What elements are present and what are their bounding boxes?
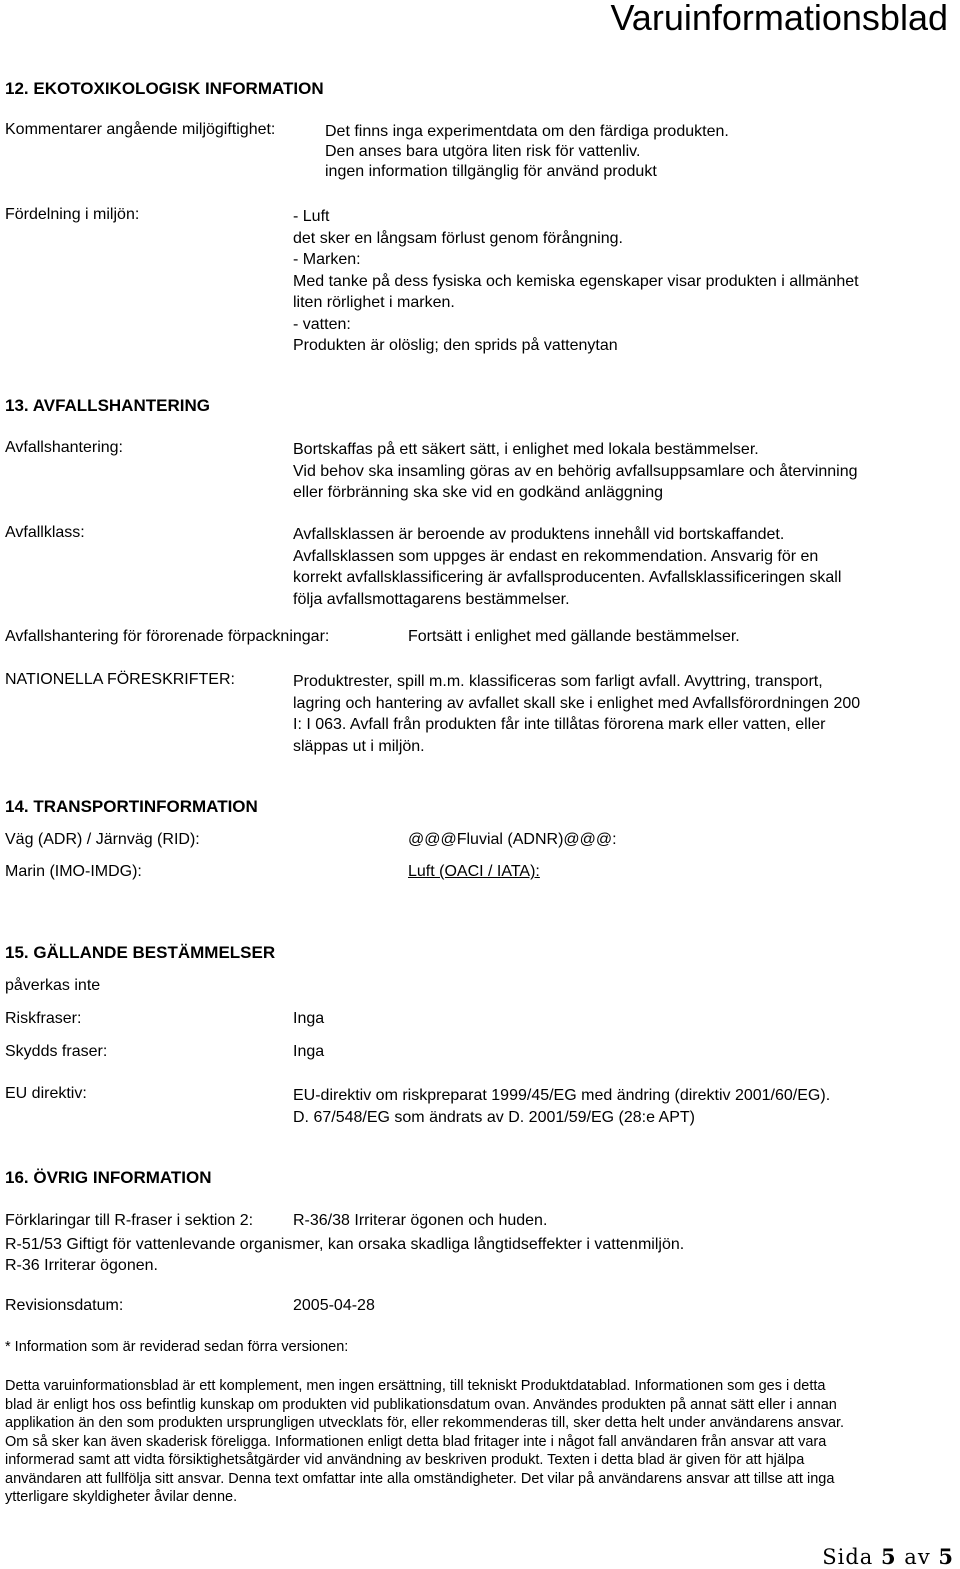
national-label: NATIONELLA FÖRESKRIFTER: xyxy=(5,671,235,688)
eu-directive-label: EU direktiv: xyxy=(5,1085,87,1102)
eu-directive-line: EU-direktiv om riskpreparat 1999/45/EG med ändring (direktiv 2001/60/EG). xyxy=(293,1087,831,1104)
disclaimer-line: blad är enligt hos oss befintlig kunskap om produkten vid publikationsdatum ovan. Användes produkten på annat sätt eller i annan xyxy=(5,1396,837,1413)
safety-phrases-value: Inga xyxy=(293,1043,325,1060)
section-16-heading: 16. ÖVRIG INFORMATION xyxy=(5,1168,212,1187)
revision-date-label: Revisionsdatum: xyxy=(5,1297,124,1314)
distribution-line: Med tanke på dess fysiska och kemiska egenskaper visar produkten i allmänhet xyxy=(293,272,859,290)
page-word: Sida xyxy=(822,1545,874,1569)
distribution-line: det sker en långsam förlust genom förångning. xyxy=(293,229,623,247)
disclaimer-line: användaren att fullfölja sitt ansvar. Denna text omfattar inte alla omständigheter. Det vilar på användarens ansvar att tillse att inga xyxy=(5,1470,835,1487)
safety-phrases-label: Skydds fraser: xyxy=(5,1043,108,1060)
fluvial-label: @@@Fluvial (ADNR)@@@: xyxy=(408,831,617,848)
waste-class-label: Avfallklass: xyxy=(5,524,85,541)
marine-label: Marin (IMO-IMDG): xyxy=(5,863,142,880)
waste-line: eller förbränning ska ske vid en godkänd anläggning xyxy=(293,484,664,501)
distribution-line: - Luft xyxy=(293,208,330,225)
distribution-line: Produkten är olöslig; den sprids på vattenytan xyxy=(293,337,618,354)
disclaimer-line: applikation än den som produkten ursprungligen utvecklats för, eller rekommenderas till, sker detta helt under användarens ansvar. xyxy=(5,1415,845,1431)
eu-directive-line: D. 67/548/EG som ändrats av D. 2001/59/EG (28:e APT) xyxy=(293,1108,695,1126)
waste-text xyxy=(293,439,857,504)
page-current: 5 xyxy=(880,1544,897,1569)
revision-date-value: 2005-04-28 xyxy=(293,1297,375,1314)
r-phrase-expl-text xyxy=(5,1234,684,1277)
comment-text xyxy=(325,122,729,182)
section-12-heading: 12. EKOTOXIKOLOGISK INFORMATION xyxy=(5,79,324,98)
r-phrase-line: R-51/53 Giftigt för vattenlevande organismer, kan orsaka skadliga långtidseffekter i vattenmiljön. xyxy=(5,1235,685,1253)
r-phrase-expl-label: Förklaringar till R-fraser i sektion 2: xyxy=(5,1212,254,1229)
section-14-heading: 14. TRANSPORTINFORMATION xyxy=(5,797,258,816)
section-13-heading: 13. AVFALLSHANTERING xyxy=(5,396,210,415)
air-label: Luft (OACI / IATA): xyxy=(408,863,540,880)
waste-class-text xyxy=(293,524,841,610)
distribution-label: Fördelning i miljön: xyxy=(5,206,140,223)
national-line: lagring och hantering av avfallet skall ske i enlighet med Avfallsförordningen 200 xyxy=(293,694,861,712)
national-line: I: I 063. Avfall från produkten får inte tillåtas förorena mark eller vatten, eller xyxy=(293,716,826,733)
r-phrase-line: R-36 Irriterar ögonen. xyxy=(5,1257,158,1274)
disclaimer-line: informerad samt att vidta försiktighetsåtgärder vid användning av beskriven produkt. Texten i detta blad är given för att hjälpa xyxy=(5,1452,805,1468)
page-number xyxy=(822,1544,954,1569)
revised-note: * Information som är reviderad sedan förra versionen: xyxy=(5,1339,349,1355)
section-15-heading: 15. GÄLLANDE BESTÄMMELSER xyxy=(5,943,276,962)
disclaimer-line: Detta varuinformationsblad är ett komplement, men ingen ersättning, till tekniskt Produktdatablad. Informationen som ges i detta xyxy=(5,1378,826,1394)
document-title: Varuinformationsblad xyxy=(610,0,948,38)
national-text xyxy=(293,671,860,757)
page-total: 5 xyxy=(938,1544,954,1569)
comment-label: Kommentarer angående miljögiftighet: xyxy=(5,121,276,138)
waste-line: Vid behov ska insamling göras av en behörig avfallsuppsamlare och återvinning xyxy=(293,462,858,480)
comment-line: Det finns inga experimentdata om den färdiga produkten. xyxy=(325,123,729,140)
waste-label: Avfallshantering: xyxy=(5,439,123,456)
waste-class-line: Avfallsklassen som uppges är endast en rekommendation. Ansvarig för en xyxy=(293,547,819,565)
packaging-value: Fortsätt i enlighet med gällande bestämmelser. xyxy=(408,628,740,645)
eu-directive-text xyxy=(293,1085,830,1128)
road-rail-label: Väg (ADR) / Järnväg (RID): xyxy=(5,831,200,848)
waste-class-line: följa avfallsmottagarens bestämmelser. xyxy=(293,590,570,608)
packaging-label: Avfallshantering för förorenade förpackningar: xyxy=(5,628,330,645)
comment-line: ingen information tillgänglig för använd produkt xyxy=(325,163,657,180)
national-line: släppas ut i miljön. xyxy=(293,737,425,755)
distribution-line: - Marken: xyxy=(293,251,361,268)
waste-class-line: korrekt avfallsklassificering är avfallsproducenten. Avfallsklassificeringen skall xyxy=(293,569,842,586)
disclaimer xyxy=(5,1377,844,1507)
waste-line: Bortskaffas på ett säkert sätt, i enlighet med lokala bestämmelser. xyxy=(293,441,759,458)
page-of-word: av xyxy=(904,1545,931,1569)
disclaimer-line: Om så sker kan även skaderisk föreligga. Informationen enligt detta blad fritager inte i något fall användaren från ansvar att vara xyxy=(5,1433,827,1450)
risk-phrases-label: Riskfraser: xyxy=(5,1010,82,1027)
distribution-text xyxy=(293,206,859,357)
distribution-line: - vatten: xyxy=(293,315,351,333)
comment-line: Den anses bara utgöra liten risk för vattenliv. xyxy=(325,143,641,160)
r-phrase-expl-first: R-36/38 Irriterar ögonen och huden. xyxy=(293,1212,548,1229)
risk-phrases-value: Inga xyxy=(293,1010,325,1027)
waste-class-line: Avfallsklassen är beroende av produktens innehåll vid bortskaffandet. xyxy=(293,526,785,543)
national-line: Produktrester, spill m.m. klassificeras som farligt avfall. Avyttring, transport, xyxy=(293,673,823,690)
distribution-line: liten rörlighet i marken. xyxy=(293,294,455,311)
disclaimer-line: ytterligare skyldigheter åvilar denne. xyxy=(5,1489,238,1505)
affected-text: påverkas inte xyxy=(5,977,101,994)
